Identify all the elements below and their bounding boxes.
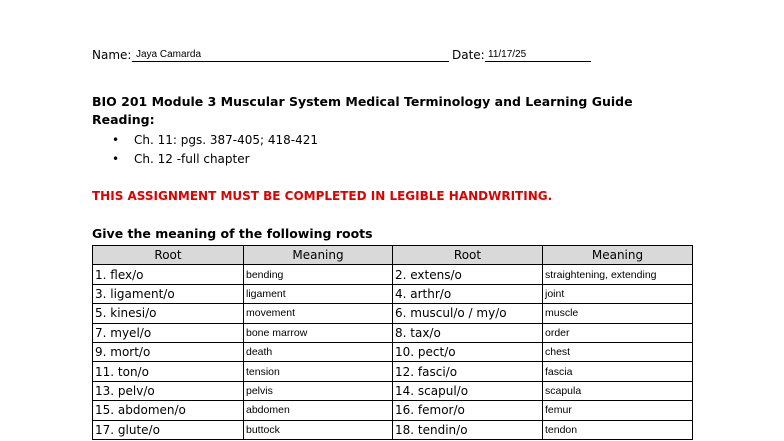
meaning-cell[interactable]: bone marrow bbox=[244, 323, 393, 342]
table-row bbox=[93, 342, 693, 361]
date-value: 11/17/25 bbox=[488, 49, 527, 60]
meaning-cell[interactable]: order bbox=[543, 323, 693, 342]
root-cell: 17. glute/o bbox=[93, 420, 244, 439]
column-header-root: Root bbox=[93, 246, 244, 265]
table-row bbox=[93, 265, 693, 284]
root-cell: 9. mort/o bbox=[93, 342, 244, 361]
root-cell: 14. scapul/o bbox=[393, 381, 543, 400]
meaning-cell[interactable]: abdomen bbox=[244, 401, 393, 420]
root-cell: 7. myel/o bbox=[93, 323, 244, 342]
root-cell: 15. abdomen/o bbox=[93, 401, 244, 420]
table-row bbox=[93, 284, 693, 303]
list-item: • Ch. 12 -full chapter bbox=[112, 152, 250, 166]
root-cell: 6. muscul/o / my/o bbox=[393, 304, 543, 323]
meaning-cell[interactable]: death bbox=[244, 342, 393, 361]
list-item: • Ch. 11: pgs. 387-405; 418-421 bbox=[112, 133, 318, 147]
column-header-root: Root bbox=[393, 246, 543, 265]
meaning-cell[interactable]: chest bbox=[543, 342, 693, 361]
table-row bbox=[93, 401, 693, 420]
table-row bbox=[93, 420, 693, 439]
table-header-row bbox=[93, 246, 693, 265]
meaning-cell[interactable]: movement bbox=[244, 304, 393, 323]
meaning-cell[interactable]: ligament bbox=[244, 284, 393, 303]
root-cell: 2. extens/o bbox=[393, 265, 543, 284]
column-header-meaning: Meaning bbox=[543, 246, 693, 265]
date-field[interactable] bbox=[485, 61, 591, 62]
meaning-cell[interactable]: tendon bbox=[543, 420, 693, 439]
document-title: BIO 201 Module 3 Muscular System Medical Terminology and Learning Guide bbox=[92, 94, 633, 109]
root-cell: 3. ligament/o bbox=[93, 284, 244, 303]
root-cell: 12. fasci/o bbox=[393, 362, 543, 381]
name-value: Jaya Camarda bbox=[136, 49, 202, 60]
column-header-meaning: Meaning bbox=[244, 246, 393, 265]
bullet-icon: • bbox=[112, 133, 120, 147]
table-row bbox=[93, 323, 693, 342]
name-label: Name: bbox=[92, 48, 132, 62]
root-cell: 8. tax/o bbox=[393, 323, 543, 342]
meaning-cell[interactable]: joint bbox=[543, 284, 693, 303]
reading-list bbox=[112, 133, 318, 171]
date-label: Date: bbox=[452, 48, 485, 62]
bullet-icon: • bbox=[112, 152, 120, 166]
root-cell: 11. ton/o bbox=[93, 362, 244, 381]
root-cell: 5. kinesi/o bbox=[93, 304, 244, 323]
reading-label: Reading: bbox=[92, 112, 155, 127]
meaning-cell[interactable]: tension bbox=[244, 362, 393, 381]
table-row bbox=[93, 381, 693, 400]
root-cell: 1. flex/o bbox=[93, 265, 244, 284]
table-row bbox=[93, 304, 693, 323]
name-field[interactable] bbox=[132, 61, 449, 62]
meaning-cell[interactable]: femur bbox=[543, 401, 693, 420]
meaning-cell[interactable]: buttock bbox=[244, 420, 393, 439]
root-cell: 18. tendin/o bbox=[393, 420, 543, 439]
meaning-cell[interactable]: fascia bbox=[543, 362, 693, 381]
roots-table bbox=[92, 245, 693, 440]
root-cell: 13. pelv/o bbox=[93, 381, 244, 400]
table-heading: Give the meaning of the following roots bbox=[92, 226, 373, 241]
meaning-cell[interactable]: straightening, extending bbox=[543, 265, 693, 284]
assignment-warning: THIS ASSIGNMENT MUST BE COMPLETED IN LEGIBLE HANDWRITING. bbox=[92, 189, 553, 203]
meaning-cell[interactable]: muscle bbox=[543, 304, 693, 323]
meaning-cell[interactable]: bending bbox=[244, 265, 393, 284]
meaning-cell[interactable]: scapula bbox=[543, 381, 693, 400]
root-cell: 10. pect/o bbox=[393, 342, 543, 361]
root-cell: 16. femor/o bbox=[393, 401, 543, 420]
table-row bbox=[93, 362, 693, 381]
root-cell: 4. arthr/o bbox=[393, 284, 543, 303]
meaning-cell[interactable]: pelvis bbox=[244, 381, 393, 400]
